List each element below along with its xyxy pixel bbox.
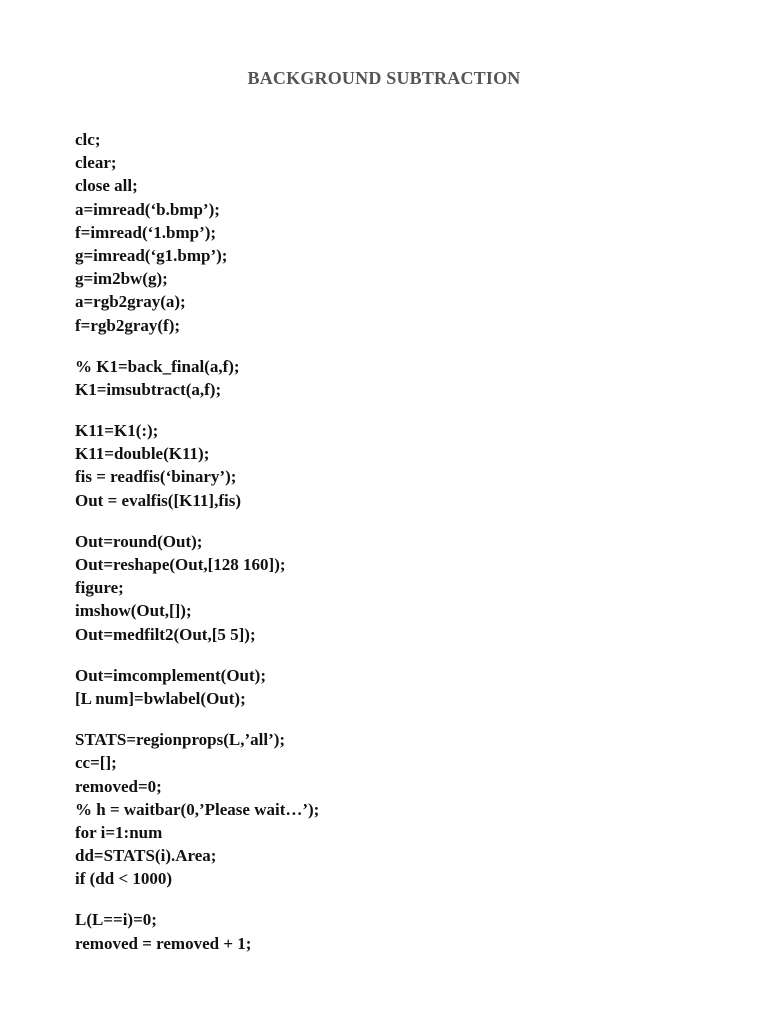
- code-listing: [75, 128, 715, 973]
- code-line: clc;: [75, 130, 101, 149]
- code-line: Out = evalfis([K11],fis): [75, 490, 241, 510]
- code-block-subtract: [75, 355, 715, 401]
- code-line: Out=round(Out);: [75, 531, 203, 551]
- code-line: a=imread(‘b.bmp’);: [75, 199, 220, 219]
- code-line: for i=1:num: [75, 822, 163, 842]
- page-title: BACKGROUND SUBTRACTION: [247, 68, 521, 88]
- code-line: cc=[];: [75, 753, 117, 773]
- code-line: % h = waitbar(0,’Please wait…’);: [75, 799, 320, 819]
- code-line: a=rgb2gray(a);: [75, 292, 186, 312]
- code-line: dd=STATS(i).Area;: [75, 846, 217, 866]
- code-line: g=imread(‘g1.bmp’);: [75, 245, 228, 265]
- code-block-fuzzy: [75, 419, 715, 512]
- code-line: removed = removed + 1;: [75, 933, 252, 953]
- code-line: if (dd < 1000): [75, 869, 173, 889]
- code-line: % K1=back_final(a,f);: [75, 356, 240, 376]
- code-line: f=rgb2gray(f);: [75, 315, 181, 335]
- code-line: STATS=regionprops(L,’all’);: [75, 730, 286, 750]
- code-line: removed=0;: [75, 776, 162, 796]
- code-line: K11=double(K11);: [75, 444, 210, 464]
- code-line: K1=imsubtract(a,f);: [75, 379, 222, 399]
- code-block-regionprops: [75, 728, 715, 890]
- code-line: clear;: [75, 153, 117, 173]
- code-line: close all;: [75, 176, 138, 196]
- code-block-remove: [75, 908, 715, 954]
- code-line: L(L==i)=0;: [75, 910, 157, 930]
- code-block-reshape: [75, 530, 715, 646]
- code-block-label: [75, 664, 715, 710]
- code-line: imshow(Out,[]);: [75, 601, 192, 621]
- code-line: K11=K1(:);: [75, 421, 159, 441]
- code-block-setup: [75, 128, 715, 337]
- code-line: f=imread(‘1.bmp’);: [75, 222, 217, 242]
- code-line: fis = readfis(‘binary’);: [75, 467, 237, 487]
- code-line: Out=reshape(Out,[128 160]);: [75, 555, 286, 574]
- code-line: figure;: [75, 578, 124, 598]
- code-line: Out=imcomplement(Out);: [75, 665, 266, 685]
- code-line: [L num]=bwlabel(Out);: [75, 688, 246, 708]
- code-line: g=im2bw(g);: [75, 269, 168, 289]
- code-line: Out=medfilt2(Out,[5 5]);: [75, 624, 256, 644]
